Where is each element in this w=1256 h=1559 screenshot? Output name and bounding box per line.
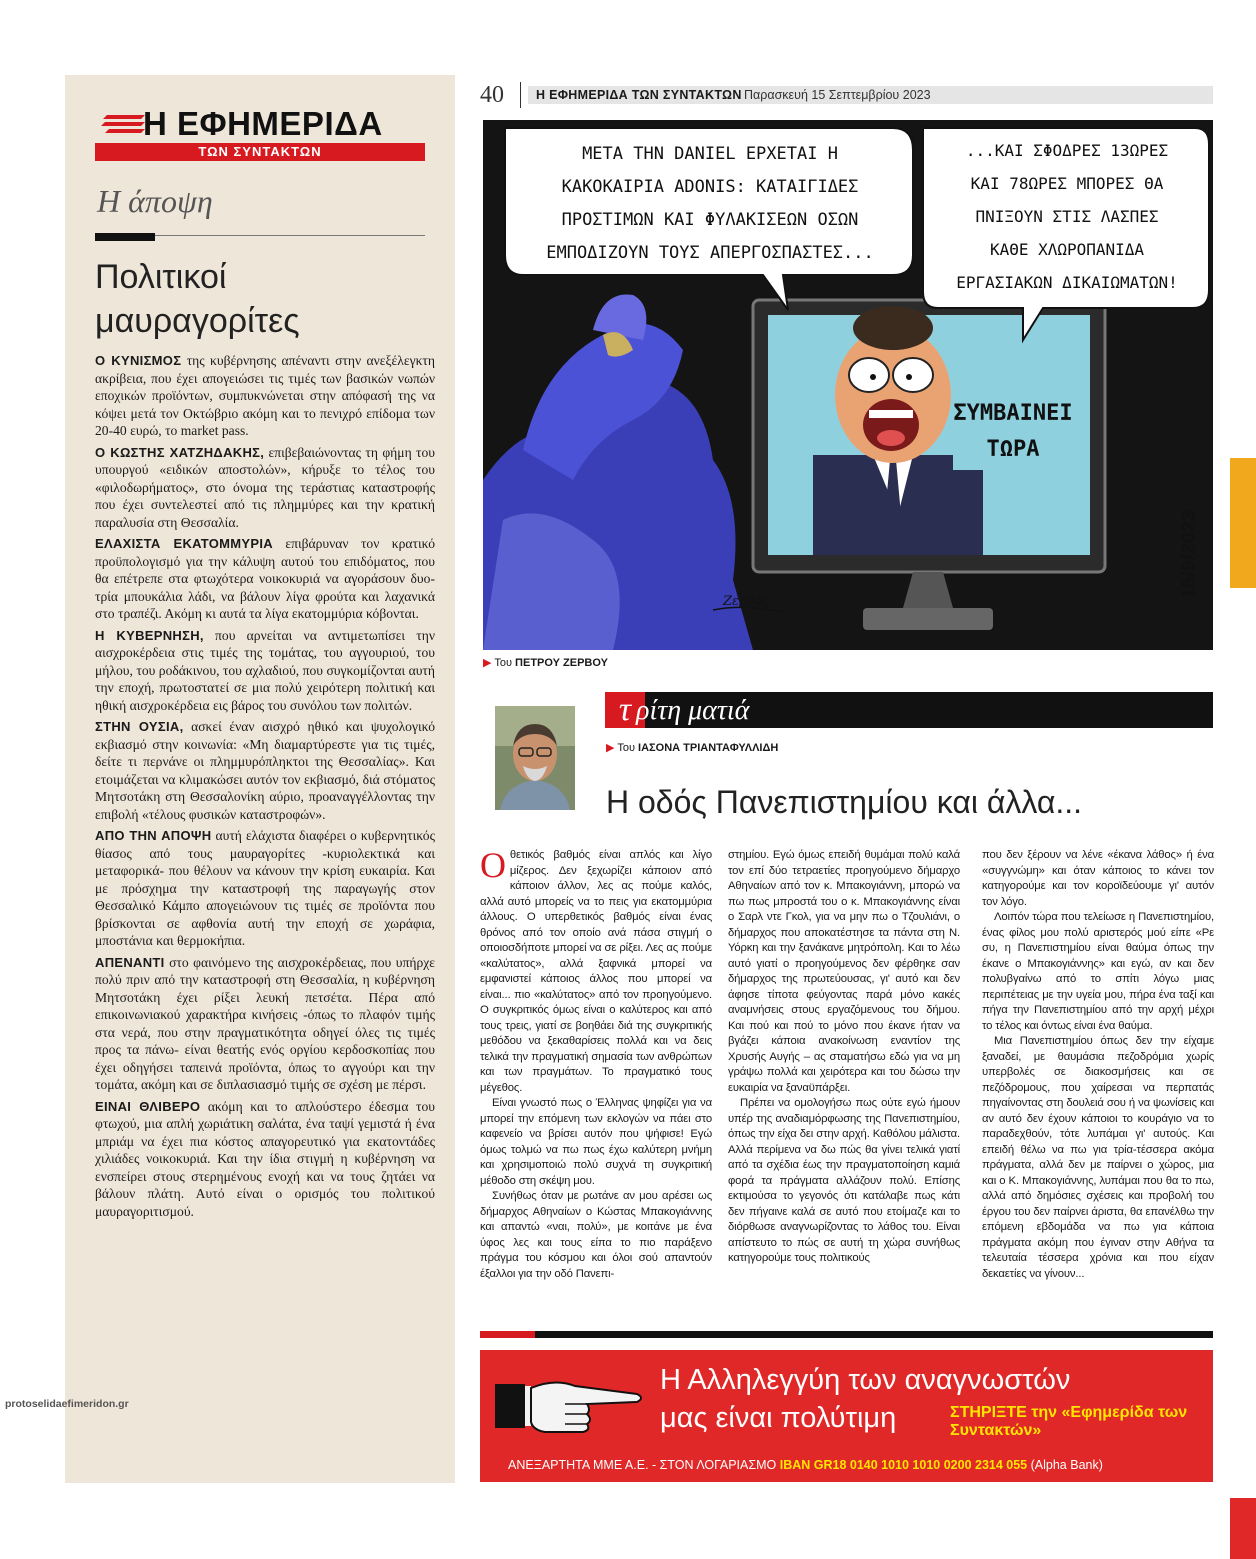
bubble-line: ΚΑΙ 78ΩΡΕΣ ΜΠΟΡΕΣ ΘΑ [970,174,1164,193]
paragraph-lead: Ο ΚΩΣΤΗΣ ΧΑΤΖΗΔΑΚΗΣ, [95,444,265,460]
header-divider [520,82,521,108]
pointing-hand-icon [495,1360,645,1448]
cartoonist-signature: Ζερβός [723,594,770,609]
opinion-paragraph [95,954,435,1094]
paragraph-lead: Ο ΚΥΝΙΣΜΟΣ [95,353,182,368]
credit-name: ΠΕΤΡΟΥ ΖΕΡΒΟΥ [515,657,608,669]
speed-streaks-icon [101,113,145,135]
bubble-line: ΚΑΘΕ ΧΛΩΡΟΠΑΝΙΔΑ [989,240,1145,259]
opinion-column [65,75,455,1483]
tv-caption-line: ΤΩΡΑ [986,437,1040,462]
article-column-3 [982,848,1214,1282]
bubble-line: ΕΡΓΑΣΙΑΚΩΝ ΔΙΚΑΙΩΜΑΤΩΝ! [956,273,1178,292]
page-number: 40 [480,82,504,108]
article-column-2 [728,848,960,1267]
paragraph-text: ακόμη και το απλούστερο έδεσμα του φτωχού, μια απλή χωριάτικη σαλάτα, ένα ταψί γεμιστά ή ένα μπριάμ να έχει πια κόστος απαγορευτικό για εκατοντάδες χιλιάδες νοικοκυριά. Και την ίδια στιγμή η κυβέρνηση να ενσπείρει στους στερημένους ενοχή και να τους ζητάει να βάλουν πλάτη. Αυτό είναι ο ορισμός του πολιτικού μαυραγοριτισμού. [95,1098,436,1219]
author-prefix: Του [617,742,635,754]
article-paragraph: στημίου. Εγώ όμως επειδή θυμάμαι πολύ καλά τον επί δύο τετραετίες προηγούμενο δήμαρχο Αθηναίων από τον κ. Μπακογιάννη, μπορώ να πω πως μπροστά του ο κ. Μπακογιάννης είναι ο Σαρλ ντε Γκολ, για να μην πω ο Τζουλιάνι, ο δήμαρχος που αποκατέστησε τα πάντα στη Ν. Υόρκη και την ξανάκανε μητρόπολη. Και το λέω αυτό γιατί ο προηγούμενος δεν φέρθηκε σαν δήμαρχος της πρωτεύουσας, γι' αυτό και δεν άφησε τίποτα φεύγοντας παρά μόνο κακές αναμνήσεις στους εργαζόμενους του δήμου. Και πού και πού το μόνο που έκανε ήταν να βγάζει κάποια ανακοίνωση εναντίον της Χρυσής Αυγής – ας σταματήσω εδώ για να μη γράψω πολλά και χειρότερα και του δώσω την ευκαιρία να ξαναϋπάρξει. [728,849,960,1094]
site-watermark: protoselidaefimeridon.gr [5,1398,129,1410]
paper-name: Η ΕΦΗΜΕΡΙΔΑ ΤΩΝ ΣΥΝΤΑΚΤΩΝ [536,88,742,102]
author-portrait [495,706,575,810]
arrow-right-icon: ▶ [483,657,492,669]
paragraph-lead: ΑΠΕΝΑΝΤΙ [95,954,165,970]
paragraph-text: ασκεί έναν αισχρό ηθικό και ψυχολογικό εκβιασμό στην κοινωνία: «Μη διαμαρτύρεστε για τις τιμές, δείτε τι περνάνε οι πλημμυρόπληκτοι της Θεσσαλίας». Και ετοιμάζεται να κλιμακώσει αυτόν τον εκβιασμό, διά στόματος Μητσοτάκη στη Θεσσαλονίκη αύριο, προαναγγέλλοντας την επιβολή «τέλους φυσικών καταστροφών». [95,719,435,822]
opinion-paragraph [95,627,435,715]
bank-prefix: ΑΝΕΞΑΡΤΗΤΑ ΜΜΕ Α.Ε. - ΣΤΟΝ ΛΟΓΑΡΙΑΣΜΟ [508,1458,777,1472]
arrow-right-icon: ▶ [606,742,615,754]
opinion-paragraph [95,352,435,440]
opinion-headline: Πολιτικοί μαυραγορίτες [95,258,300,340]
bank-name: (Alpha Bank) [1030,1458,1103,1472]
ad-headline: Η Αλληλεγγύη των αναγνωστών [660,1364,1071,1396]
article-paragraph: Πρέπει να ομολογήσω πως ούτε εγώ ήμουν υπέρ της αναδιαμόρφωσης της Πανεπιστημίου, όπως την είχα δει στην αρχή. Καθόλου μάλιστα. Αλλά περίμενα να δω πώς θα γίνει τελικά γιατί από τα σχέδια έως την πραγματοποίηση καμιά φορά τα πράγματα αλλάζουν πολύ. Επίσης εκτιμούσα το γεγονός ότι κατάλαβε πως κάτι δεν πήγαινε καλά σε αυτό που ετοίμαζε και το διόρθωσε αναγνωρίζοντας το λάθος του. Είναι απίστευτο το πώς σε αυτή τη χώρα συνήθως κατηγορούμε τους πολιτικούς [728,1097,960,1264]
article-paragraph: Λοιπόν τώρα που τελείωσε η Πανεπιστημίου, ένας φίλος μου πολύ αριστερός μού είπε «Ρε συ, η Πανεπιστημίου είναι θαύμα όπως την έκανε ο Μπακογιάννης» και εγώ, αν και δεν πολυβγαίνω από το σπίτι λόγω μιας περιπέτειας με την υγεία μου, πήρα ένα ταξί και πήγα την Πανεπιστημίου από την αρχή μέχρι το τέλος και όντως είναι ένα θαύμα. [982,911,1214,1032]
opinion-paragraph [95,827,435,950]
opinion-body [95,352,435,1224]
solidarity-ad[interactable] [480,1350,1213,1482]
article-paragraph: Είναι γνωστό πως ο Έλληνας ψηφίζει για να μπορεί την επόμενη των εκλογών να πάει στο καφενείο να βρίσει αυτόν που ψήφισε! Εγώ όμως τολμώ να πω πως έχω καλύτερη μνήμη και χρησιμοποιώ πολύ συχνά τη συγκριτική μέθοδο στη σκέψη μου. [480,1097,712,1187]
drop-cap: Ο [480,845,506,885]
opinion-paragraph [95,444,435,532]
article-paragraph: που δεν ξέρουν να λένε «έκανα λάθος» ή ένα «συγγνώμη» και όταν κάποιος το κάνει τον κατηγορούμε και τον κοροϊδεύουμε γι' αυτόν τον λόγο. [982,849,1214,908]
credit-prefix: Του [494,657,512,669]
paragraph-text: θετικός βαθμός είναι απλός και λίγο μίζερος. Δεν ξεχωρίζει κάποιον από κάποιον άλλον, λες ας πούμε καλός, αλλά αυτό μπορείς να το πεις για εκατομμύρια άλλους. Ο υπερθετικός βαθμός είναι ένας θρόνος από τον οποίο ανά πάσα στιγμή ο οποιοσδήποτε μπορεί να σε ρίξει. Λες ας πούμε «καλύτατος», αλλά ξαφνικά μπορεί να εμφανιστεί κάποιος άλλος που μπορεί να είναι... πιο «καλύτατος» από τον προηγούμενο. Ο συγκριτικός όμως είναι ο καλύτερος και από τους τρεις, γιατί σε βοηθάει διά της συγκριτικής μεθόδου να ξεκαθαρίσεις πολλά και να δεις τελικά την πραγματική σημασία των ανθρώπων και των πραγμάτων. Το πραγματικό τους μέγεθος. [480,849,712,1094]
paragraph-lead: ΕΙΝΑΙ ΘΛΙΒΕΡΟ [95,1098,201,1114]
paragraph-text: στο φαινόμενο της αισχροκέρδειας, που υπήρχε πολύ πριν από την καταστροφή στη Θεσσαλία, η κυβέρνηση Μητσοτάκη έχει ρίξει λευκή πετσέτα. Πέρα από επικοινωνιακού χαρακτήρα κινήσεις -όπως το πλαφόν τιμής στα νερά, που στην πραγματικότητα οδηγεί όλες τις τιμές προς τα πάνω- είναι θεατής ενός οργίου κερδοσκοπίας που έχει οδηγήσει ταπεινά προϊόντα, όπως το αγγούρι και την τομάτα, ακόμη και σε διπλασιασμό τιμής σε σχέση με πέρσι. [95,954,435,1092]
opinion-paragraph [95,1098,435,1221]
paragraph-text: επιβεβαιώνοντας τη φήμη του υπουργού «ειδικών αποστολών», κήρυξε το τέλος του «φιλοδωρήματος», στο όνομα της τεράστιας καταστροφής που έχει συντελεστεί από τις πλημμύρες και την κρατική παραλυσία στη Θεσσαλία. [95,444,436,530]
tv-caption-line: ΣΥΜΒΑΙΝΕΙ [953,401,1073,426]
cartoon-bubble-right [929,134,1205,299]
section-divider-accent [95,233,155,241]
iban-number: IBAN GR18 0140 1010 1010 0200 2314 055 [779,1458,1028,1472]
bubble-line: ΚΑΚΟΚΑΙΡΙΑ ADONIS: ΚΑΤΑΙΓΙΔΕΣ [561,177,859,197]
bubble-line: ΠΡΟΣΤΙΜΩΝ ΚΑΙ ΦΥΛΑΚΙΣΕΩΝ ΟΣΩΝ [561,210,859,230]
column-header-letter: τ [605,692,645,728]
tv-caption [953,396,1073,468]
author-name: ΙΑΣΟΝΑ ΤΡΙΑΝΤΑΦΥΛΛΙΔΗ [638,742,779,754]
bubble-line: ΕΜΠΟΔΙΖΟΥΝ ΤΟΥΣ ΑΠΕΡΓΟΣΠΑΣΤΕΣ... [546,243,874,263]
ad-divider [535,1331,1213,1338]
cartoon-bubble-left [515,138,905,270]
ad-bank-details [508,1458,1103,1472]
column-header-title: ρίτη ματιά [636,695,750,726]
cartoon-credit [483,656,608,669]
opinion-paragraph [95,535,435,623]
page-edge-marker [1230,1498,1256,1559]
article-title: Η οδός Πανεπιστημίου και άλλα... [606,784,1082,820]
bubble-line: ΠΝΙΞΟΥΝ ΣΤΙΣ ΛΑΣΠΕΣ [975,207,1159,226]
bubble-line: ΜΕΤΑ ΤΗΝ DANIEL ΕΡΧΕΤΑΙ Η [582,144,838,164]
paragraph-lead: ΣΤΗΝ ΟΥΣΙΑ, [95,719,184,734]
logo-main-text: Η ΕΦΗΜΕΡΙΔΑ [143,105,383,142]
ad-support-text: ΣΤΗΡΙΞΤΕ την «Εφημερίδα των Συντακτών» [950,1404,1188,1439]
logo-sub-text: ΤΩΝ ΣΥΝΤΑΚΤΩΝ [95,143,425,161]
bubble-line: ...ΚΑΙ ΣΦΟΔΡΕΣ 13ΩΡΕΣ [965,141,1169,160]
issue-date: Παρασκευή 15 Σεπτεμβρίου 2023 [744,88,931,102]
article-column-1 [480,845,712,1282]
article-paragraph: Μια Πανεπιστημίου όπως δεν την είχαμε ξαναδεί, με θαυμάσια πεζοδρόμια χωρίς υπερβολές σε διακοσμήσεις και σε πεζόδρομους, που χαίρεσαι να περπατάς πηγαίνοντας στη δουλειά σου ή να ψωνίσεις και αν αυτό δεν έχουν κάποιοι το κουράγιο να το παραδεχθούν, τότε λυπάμαι γι' αυτούς. Και επειδή θέλω να πω για τρία-τέσσερα ακόμα πράγματα, αλλά δεν με παίρνει ο χώρος, μια και ο Κ. Μπακογιάννης, λυπάμαι που θα το πω, αλλά από δημόσιες σχέσεις και προβολή του έργου του δεν παίρνει άριστα, θα επανέλθω την επόμενη εβδομάδα να πω για κάποια πράγματα ακόμη που έγιναν στην Αθήνα τα τελευταία τέσσερα χρόνια και που είχαν δεκαετίες να γίνουν... [982,1035,1214,1280]
author-photo [495,706,575,810]
paragraph-lead: ΕΛΑΧΙΣΤΑ ΕΚΑΤΟΜΜΥΡΙΑ [95,536,273,551]
paragraph-text: που αρνείται να αντιμετωπίσει την αισχροκέρδεια στις τιμές της τομάτας, του αγγουριού, του μήλου, του ροδάκινου, του αχλαδιού, που συγκομίζονται αυτή την εποχή, πρωτοστατεί σε μια πολύ χειρότερη πολιτική και ηθική αισχροκέρδεια εις βάρος του συνόλου των πολιτών. [95,627,436,713]
article-paragraph [480,845,712,1096]
newspaper-logo[interactable] [95,105,425,165]
paragraph-text: αυτή ελάχιστα διαφέρει ο κυβερνητικός θίασος από τους μαυραγορίτες -κυριολεκτικά και μεταφορικά- που θέλουν να κάνουν την κρίση ευκαιρία. Και με πρόσχημα την καταστροφή της παραγωγής στον Θεσσαλικό Κάμπο απογειώνουν τις τιμές σε προϊόντα που βρίσκονται σε αφθονία αυτή την εποχή σε χωράφια, μποστάνια και θερμοκήπια. [95,828,435,948]
date-edge-tab [1178,458,1256,599]
editorial-cartoon [483,120,1213,650]
article-paragraph: Συνήθως όταν με ρωτάνε αν μου αρέσει ως δήμαρχος Αθηναίων ο Κώστας Μπακογιάννης και απαντώ «ναι, πολύ», με κοιτάνε με ένα ύφος λες και τους είπα το πιο παράξενο πράγμα του κόσμου και όλοι σού απαντούν έξαλλοι για την οδό Πανεπι- [480,1190,712,1280]
opinion-paragraph [95,718,435,823]
paragraph-text: της κυβέρνησης απέναντι στην ανεξέλεγκτη ακρίβεια, που έχει απογειώσει τις τιμές των βασικών νωπών εποχικών προϊόντων, συμπυκνώνεται στην απόφασή της να κόψει μετά τον Οκτώβριο ακόμη και το πενιχρό επίδομα των 20-40 ευρώ, το market pass. [95,353,435,438]
ad-divider-accent [480,1331,535,1338]
column-author [606,741,778,754]
ad-subheadline: μας είναι πολύτιμη [660,1402,897,1434]
paragraph-text: επιβάρυναν τον κρατικό προϋπολογισμό για την κάλυψη αυτού του επιδόματος, που θα επέτρεπε στα φτωχότερα νοικοκυριά να αγοράσουν δυο-τρία μπουκάλια λάδι, να βάλουν λίγα φρούτα και λαχανικά στο τραπέζι. Ακόμη κι αυτά τα λίγα εκατομμύρια κόβονται. [95,536,435,621]
date-edge-text: 15/9/2023 [1178,510,1200,599]
section-name: Η άποψη [97,183,213,219]
paragraph-lead: Η ΚΥΒΕΡΝΗΣΗ, [95,627,204,643]
paragraph-lead: ΑΠΟ ΤΗΝ ΑΠΟΨΗ [95,828,212,843]
